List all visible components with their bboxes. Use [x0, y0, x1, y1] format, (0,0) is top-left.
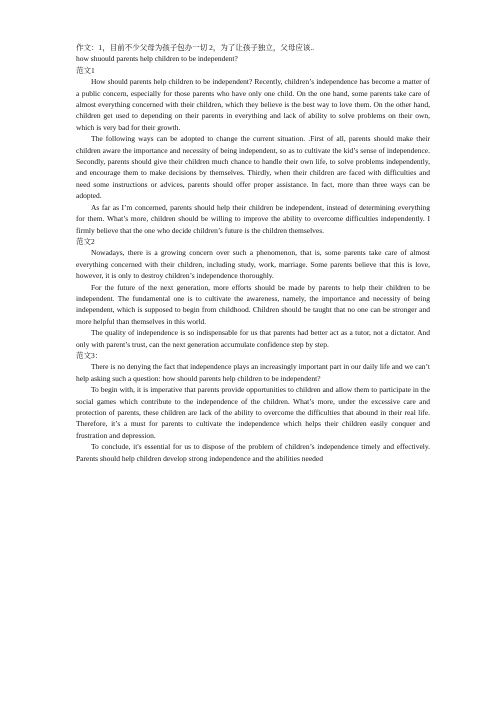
section-3-paragraph-3: To conclude, it's essential for us to dispose of the problem of children’s independence timely and effectively. Parents should help children develop strong independence and the abilities needed	[76, 442, 430, 463]
task-line: 作文：1，目前不少父母为孩子包办一切 2，为了让孩子独立，父母应该..	[76, 43, 315, 52]
section-1-paragraph-2: The following ways can be adopted to change the current situation. .First of all, parents should make their children aware the importance and necessity of being independent, so as to cultivate the kid’s sense of independence. Secondly, parents should give their children much chance to handle their own life, to solve problems independently, and encourage them to make decisions by themselves. Thirdly, when their children are faced with difficulties and need some instructions or advices, parents should offer proper assistance. In fact, more than three ways can be adopted.	[76, 134, 430, 201]
question-line: how shuould parents help children to be independent?	[76, 54, 238, 64]
section-heading-2: 范文2	[76, 236, 95, 246]
section-2-paragraph-2: For the future of the next generation, more efforts should be made by parents to help their children to be independent. The fundamental one is to cultivate the awareness, namely, the importance and necessity of being independent, which is supposed to begin from childhood. Children should be taught that no one can be stronger and more helpful than themselves in this world.	[76, 282, 430, 326]
section-1-paragraph-1: How should parents help children to be independent? Recently, children’s independence has become a matter of a public concern, especially for those parents who have only one child. On the one hand, some parents take care of almost everything concerned with their children, which they believe is the best way to love them. On the other hand, children get used to depending on their parents in everything and lack of ability to solve problems on their own, which is very bad for their growth.	[76, 77, 430, 132]
section-2-paragraph-1: Nowadays, there is a growing concern over such a phenomenon, that is, some parents take care of almost everything concerned with their children, including study, work, marriage. Some parents believe that this is love, however, it is only to destroy children’s independence thoroughly.	[76, 248, 430, 281]
section-heading-1: 范文1	[76, 65, 95, 75]
document-body	[76, 42, 430, 464]
section-3-paragraph-2: To begin with, it is imperative that parents provide opportunities to children and allow them to participate in the social games which contribute to the independence of the children. What’s more, under the excessive care and protection of parents, these children are lack of the ability to overcome the difficulties that abound in their real life. Therefore, it’s a must for parents to cultivate the independence which helps their children easily conquer and frustration and depression.	[76, 385, 430, 440]
section-heading-3: 范文3：	[76, 350, 103, 360]
section-3-paragraph-1: There is no denying the fact that independence plays an increasingly important part in our daily life and we can’t help asking such a question: how should parents help children to be independent?	[76, 362, 430, 383]
section-1-paragraph-3: As far as I’m concerned, parents should help their children be independent, instead of determining everything for them. What’s more, children should be willing to improve the ability to overcome difficulties independently. I firmly believe that the one who decide children’s future is the children themselves.	[76, 202, 430, 235]
section-2-paragraph-3: The quality of independence is so indispensable for us that parents had better act as a tutor, not a dictator. And only with parent’s trust, can the next generation accumulate confidence step by step.	[76, 328, 430, 349]
